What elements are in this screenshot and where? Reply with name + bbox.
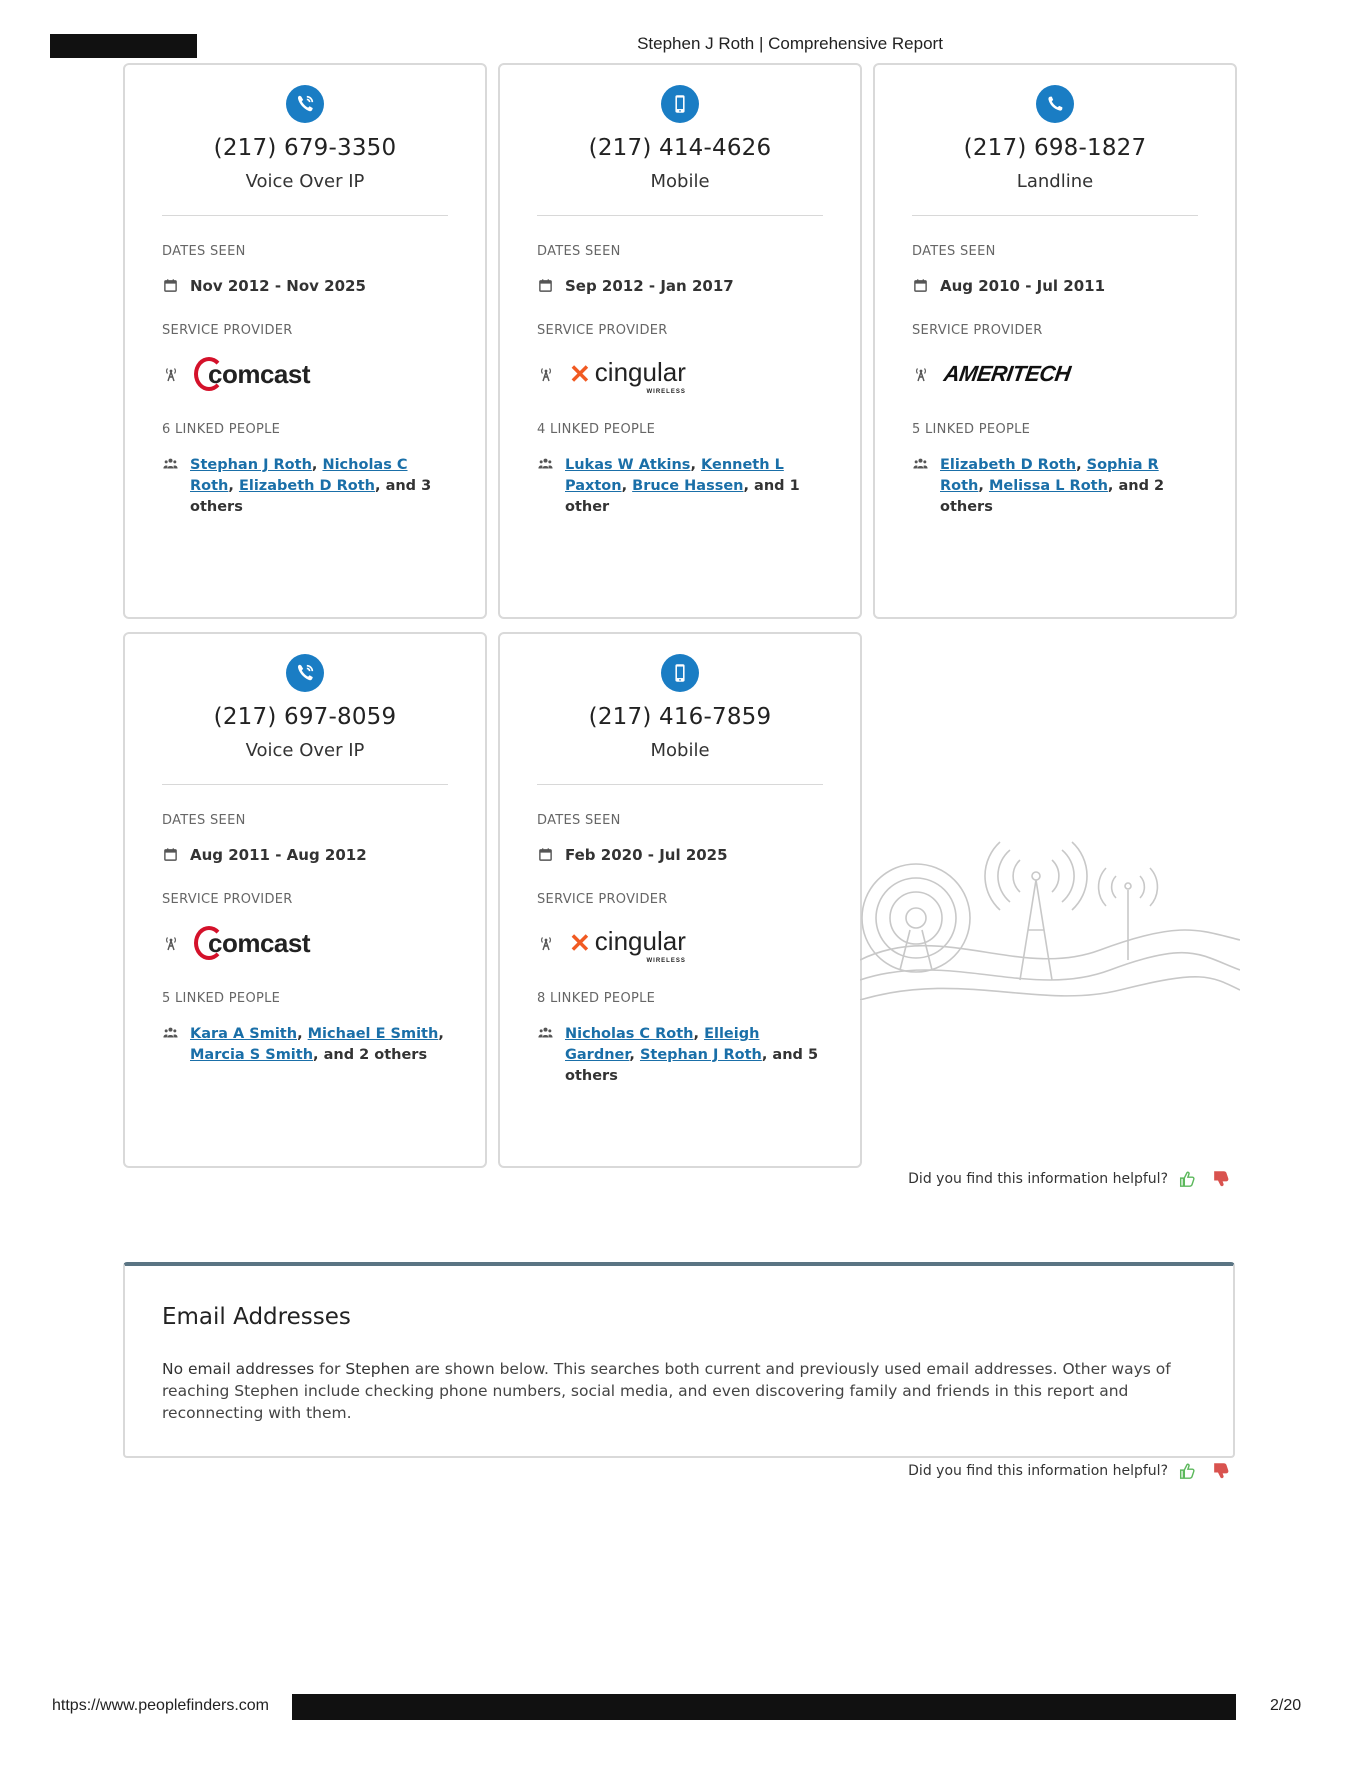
cell-tower-icon [537,934,555,952]
cell-tower-icon [537,365,555,383]
service-provider-label: SERVICE PROVIDER [162,323,293,338]
linked-people-label: 8 LINKED PEOPLE [537,991,656,1006]
phone-number: (217) 697-8059 [213,704,397,730]
ameritech-logo: AMERITECH [942,361,1073,386]
dates-seen-value: Nov 2012 - Nov 2025 [190,277,366,295]
redacted-block [292,1694,1236,1720]
comcast-logo: comcast [194,926,310,960]
cell-tower-icon [162,365,180,383]
linked-people-list: Kara A Smith, Michael E Smith, Marcia S Smith, and 2 others [190,1026,444,1063]
dates-seen-value: Sep 2012 - Jan 2017 [565,277,734,295]
cell-tower-icon [912,365,930,383]
dates-seen-label: DATES SEEN [912,244,996,259]
calendar-icon [537,277,553,293]
phone-type: Landline [1016,171,1094,192]
linked-more: , and 5 others [565,1047,819,1084]
dates-seen-label: DATES SEEN [162,813,246,828]
divider [162,784,448,785]
linked-person-link[interactable]: Elleigh Gardner [565,1026,760,1063]
linked-more: , and 2 others [313,1047,428,1063]
linked-people-list: Nicholas C Roth, Elleigh Gardner, Stephan J Roth, and 5 others [565,1026,819,1084]
people-icon [162,455,178,471]
thumbs-up-icon[interactable] [1178,1462,1196,1480]
phone-card [498,632,862,1168]
email-description [162,1358,1182,1424]
service-provider-label: SERVICE PROVIDER [162,892,293,907]
dates-seen-label: DATES SEEN [162,244,246,259]
voip-phone-icon [286,654,324,692]
linked-people-label: 5 LINKED PEOPLE [912,422,1031,437]
cingular-logo: ✕ cingular WIRELESS [569,925,686,964]
linked-person-link[interactable]: Stephan J Roth [190,457,312,473]
mobile-phone-icon [661,85,699,123]
service-provider-label: SERVICE PROVIDER [912,323,1043,338]
linked-person-link[interactable]: Elizabeth D Roth [940,457,1077,473]
divider [537,215,823,216]
email-text-rest: are shown below. This searches both current and previously used email addresses. Other ways of reaching Stephen include checking phone numbers, social media, and even discovering family and friends in this report and reconnecting with them. [162,1360,1171,1422]
linked-person-link[interactable]: Kara A Smith [190,1026,298,1042]
linked-people-label: 4 LINKED PEOPLE [537,422,656,437]
cingular-logo: ✕ cingular WIRELESS [569,356,686,395]
landline-phone-icon [1036,85,1074,123]
linked-more: , and 3 others [190,478,432,515]
phone-type: Mobile [650,740,710,761]
footer-url[interactable]: https://www.peoplefinders.com [52,1697,269,1714]
linked-more: , and 2 others [940,478,1165,515]
phone-type: Voice Over IP [245,171,365,192]
phone-type: Mobile [650,171,710,192]
calendar-icon [162,277,178,293]
divider [912,215,1198,216]
phone-card [498,63,862,619]
linked-person-link[interactable]: Elizabeth D Roth [238,478,376,494]
divider [162,215,448,216]
dates-seen-value: Feb 2020 - Jul 2025 [565,846,728,864]
linked-people-list: Elizabeth D Roth, Sophia R Roth, Melissa L Roth, and 2 others [940,457,1165,515]
people-icon [537,455,553,471]
page-number: 2/20 [1270,1697,1302,1714]
linked-people-list: Lukas W Atkins, Kenneth L Paxton, Bruce Hassen, and 1 other [565,457,800,515]
feedback-row [908,1462,1230,1480]
voip-phone-icon [286,85,324,123]
phone-number: (217) 416-7859 [588,704,772,730]
email-addresses-section [123,1262,1235,1458]
linked-person-link[interactable]: Sophia R Roth [940,457,1159,494]
phone-card [123,632,487,1168]
mobile-phone-icon [661,654,699,692]
people-icon [912,455,928,471]
feedback-question: Did you find this information helpful? [908,1463,1168,1479]
calendar-icon [912,277,928,293]
phone-number: (217) 679-3350 [213,135,397,161]
dates-seen-value: Aug 2010 - Jul 2011 [940,277,1106,295]
email-text-mid: for [314,1360,346,1378]
antenna-illustration [860,840,1240,1000]
email-text-name: Stephen [345,1360,410,1378]
people-icon [162,1024,178,1040]
linked-people-list: Stephan J Roth, Nicholas C Roth, Elizabeth D Roth, and 3 others [190,457,432,515]
linked-person-link[interactable]: Bruce Hassen [632,478,744,494]
email-text-lead: No email addresses [162,1360,315,1378]
people-icon [537,1024,553,1040]
phone-card [123,63,487,619]
linked-person-link[interactable]: Nicholas C Roth [565,1026,694,1042]
calendar-icon [162,846,178,862]
feedback-row [908,1170,1230,1188]
linked-person-link[interactable]: Lukas W Atkins [565,457,691,473]
dates-seen-label: DATES SEEN [537,244,621,259]
dates-seen-label: DATES SEEN [537,813,621,828]
linked-person-link[interactable]: Kenneth L Paxton [565,457,784,494]
dates-seen-value: Aug 2011 - Aug 2012 [190,846,367,864]
linked-more: , and 1 other [565,478,800,515]
linked-person-link[interactable]: Marcia S Smith [190,1047,314,1063]
comcast-logo: comcast [194,357,310,391]
linked-person-link[interactable]: Melissa L Roth [988,478,1108,494]
page-title: Stephen J Roth | Comprehensive Report [637,34,943,53]
cell-tower-icon [162,934,180,952]
phone-card [873,63,1237,619]
section-title: Email Addresses [162,1304,351,1330]
phone-type: Voice Over IP [245,740,365,761]
thumbs-down-icon[interactable] [1212,1170,1230,1188]
linked-person-link[interactable]: Michael E Smith [307,1026,439,1042]
feedback-question: Did you find this information helpful? [908,1171,1168,1187]
service-provider-label: SERVICE PROVIDER [537,323,668,338]
phone-number: (217) 414-4626 [588,135,772,161]
calendar-icon [537,846,553,862]
thumbs-up-icon[interactable] [1178,1170,1196,1188]
linked-people-label: 5 LINKED PEOPLE [162,991,281,1006]
divider [537,784,823,785]
linked-people-label: 6 LINKED PEOPLE [162,422,281,437]
phone-number: (217) 698-1827 [963,135,1147,161]
thumbs-down-icon[interactable] [1212,1462,1230,1480]
linked-person-link[interactable]: Nicholas C Roth [190,457,408,494]
service-provider-label: SERVICE PROVIDER [537,892,668,907]
linked-person-link[interactable]: Stephan J Roth [639,1047,762,1063]
